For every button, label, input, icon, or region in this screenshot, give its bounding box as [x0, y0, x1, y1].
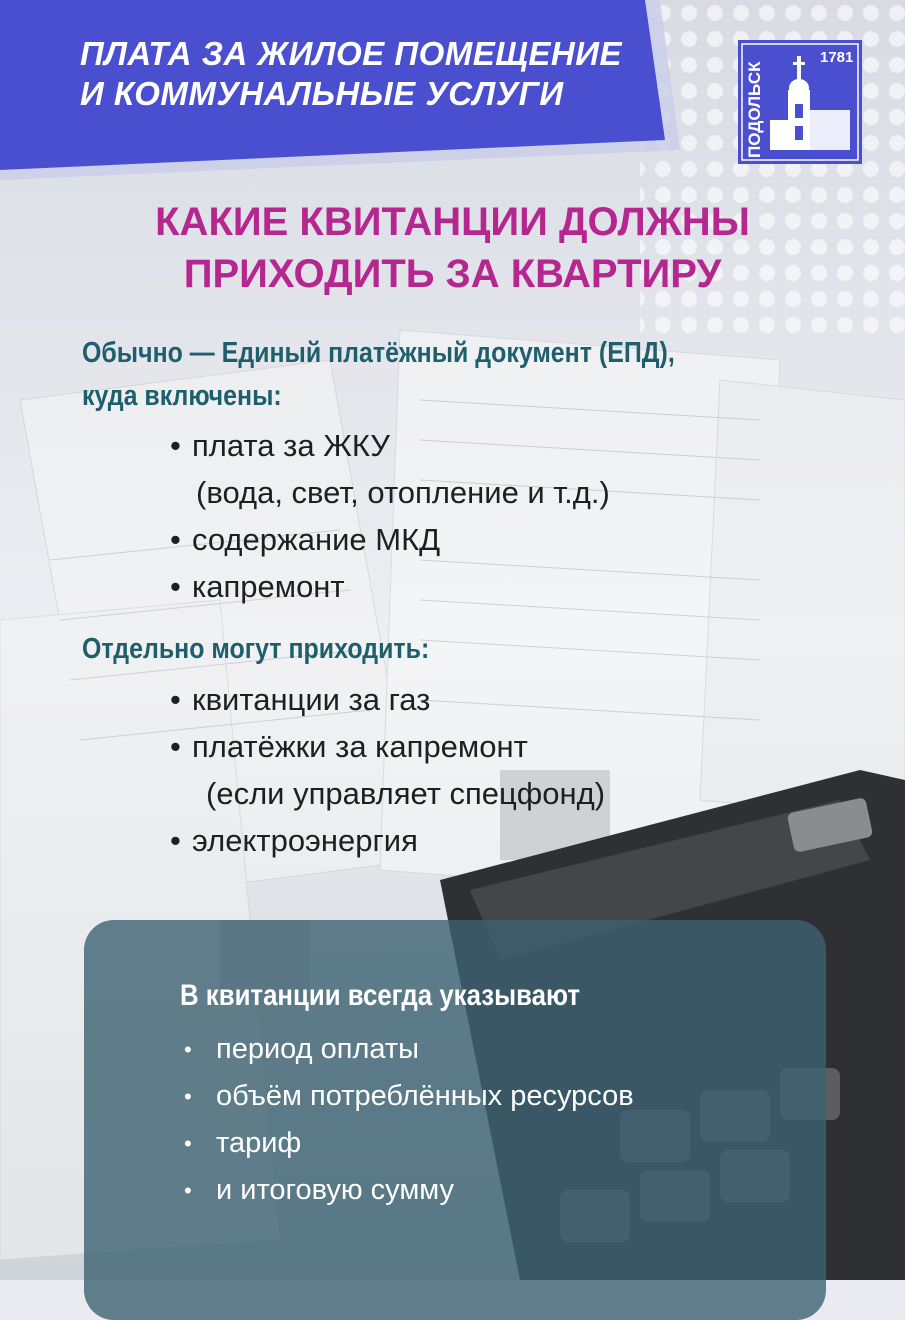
- separate-items-list: [170, 676, 605, 864]
- list-item: [170, 723, 605, 817]
- list-item: [170, 676, 605, 723]
- separate-title: Отдельно могут приходить:: [82, 633, 430, 665]
- list-item-text: капремонт: [192, 569, 345, 604]
- headline-line1: КАКИЕ КВИТАНЦИИ ДОЛЖНЫ: [155, 200, 750, 244]
- list-item: [170, 817, 605, 864]
- list-item: • тариф: [184, 1120, 634, 1167]
- list-item: [170, 563, 610, 610]
- epd-intro: [82, 332, 736, 418]
- list-item: • и итоговую сумму: [184, 1167, 634, 1214]
- header-title-line1: ПЛАТА ЗА ЖИЛОЕ ПОМЕЩЕНИЕ: [80, 35, 622, 72]
- panel-title: В квитанции всегда указывают: [180, 979, 581, 1012]
- list-item-text: содержание МКД: [192, 522, 441, 557]
- list-item-text: квитанции за газ: [192, 682, 431, 717]
- logo-city-text: ПОДОЛЬСК: [745, 61, 764, 158]
- podolsk-logo: [738, 40, 862, 164]
- list-item: [170, 516, 610, 563]
- headline: [0, 196, 905, 300]
- epd-intro-line1: Обычно — Единый платёжный документ (ЕПД),: [82, 337, 675, 369]
- logo-year-text: 1781: [820, 49, 854, 66]
- header-title: [80, 34, 622, 114]
- list-item: • период оплаты: [184, 1026, 634, 1073]
- panel-items-list: [184, 1026, 634, 1214]
- list-item: • объём потреблённых ресурсов: [184, 1073, 634, 1120]
- headline-line2: ПРИХОДИТЬ ЗА КВАРТИРУ: [183, 252, 722, 296]
- list-item-subtext: (вода, свет, отопление и т.д.): [196, 475, 610, 510]
- list-item-text: электроэнергия: [192, 823, 418, 858]
- epd-items-list: [170, 422, 610, 610]
- list-item-text: плата за ЖКУ: [192, 428, 390, 463]
- list-item: [170, 422, 610, 516]
- list-item-text: платёжки за капремонт: [192, 729, 528, 764]
- header-title-line2: И КОММУНАЛЬНЫЕ УСЛУГИ: [80, 75, 564, 112]
- receipt-info-panel: [84, 920, 826, 1320]
- list-item-subtext: (если управляет спецфонд): [206, 776, 606, 811]
- epd-intro-line2: куда включены:: [82, 380, 282, 412]
